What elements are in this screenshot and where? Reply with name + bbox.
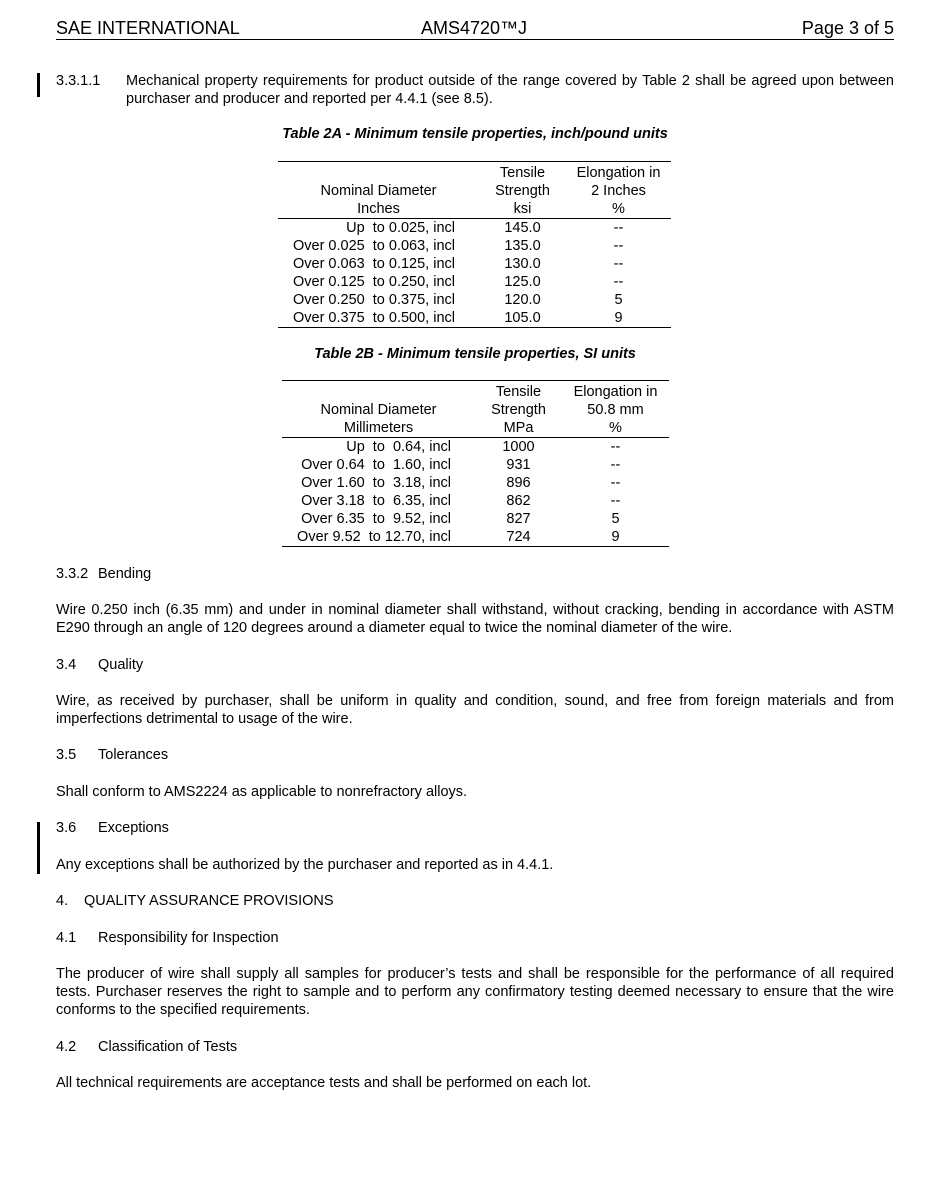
elongation-cell: --: [613, 256, 624, 272]
table-row: [278, 309, 671, 328]
elongation-cell: --: [613, 220, 624, 236]
header-cell: Elongation in: [562, 381, 669, 402]
section-number: 3.6: [56, 820, 77, 836]
section-heading-4-1: [56, 929, 279, 947]
strength-cell: 135.0: [504, 238, 541, 254]
strength-cell: 130.0: [504, 256, 541, 272]
elongation-cell: 9: [562, 528, 669, 547]
section-number: 3.4: [56, 657, 77, 673]
table-row: [282, 510, 669, 528]
table-header-row: [282, 401, 669, 419]
section-heading-4-2: [56, 1038, 237, 1056]
header-org: SAE INTERNATIONAL: [56, 18, 240, 38]
header-cell: Nominal Diameter: [320, 402, 437, 418]
section-heading-3-3-2: [56, 565, 151, 583]
section-text-3-6: Any exceptions shall be authorized by the purchaser and reported as in 4.4.1.: [56, 857, 554, 873]
elongation-cell: 5: [611, 511, 620, 527]
header-cell: Nominal Diameter: [320, 183, 437, 199]
strength-cell: 145.0: [504, 220, 541, 236]
table-row: [278, 237, 671, 255]
section-number: 3.3.2: [56, 566, 89, 582]
strength-cell: 896: [506, 475, 531, 491]
paragraph-number: 3.3.1.1: [56, 73, 101, 89]
strength-cell: 120.0: [504, 292, 541, 308]
change-bar: [37, 822, 40, 874]
section-heading-3-4: [56, 656, 143, 674]
section-title: Tolerances: [98, 747, 169, 763]
section-title: Classification of Tests: [98, 1039, 238, 1055]
diameter-range-cell: Over 0.125 to 0.250, incl: [292, 274, 455, 290]
table-row: [282, 528, 669, 547]
strength-cell: 827: [506, 511, 531, 527]
strength-cell: 862: [506, 493, 531, 509]
section-title: Quality: [98, 657, 144, 673]
header-cell: Strength: [491, 402, 546, 418]
elongation-cell: --: [613, 238, 624, 254]
section-title: Bending: [98, 566, 152, 582]
table-2b-caption: Table 2B - Minimum tensile properties, SI units: [314, 346, 636, 362]
section-title: Responsibility for Inspection: [98, 930, 279, 946]
strength-cell: 931: [506, 457, 531, 473]
header-doc-id: AMS4720™J: [421, 18, 528, 38]
header-cell: Elongation in: [566, 162, 671, 183]
diameter-range-cell: Up to 0.64, incl: [346, 439, 451, 455]
table-2a-caption: Table 2A - Minimum tensile properties, inch/pound units: [282, 126, 668, 142]
table-row: [278, 255, 671, 273]
diameter-range-cell: Over 3.18 to 6.35, incl: [301, 493, 451, 509]
table-row: [282, 474, 669, 492]
header-cell: 2 Inches: [591, 183, 646, 199]
section-text-3-5: Shall conform to AMS2224 as applicable to nonrefractory alloys.: [56, 784, 468, 800]
page-header: [56, 17, 894, 40]
header-cell: MPa: [475, 419, 562, 438]
table-2b: [282, 380, 669, 547]
strength-cell: 724: [475, 528, 562, 547]
header-cell: Tensile: [479, 162, 566, 183]
table-row: [282, 456, 669, 474]
elongation-cell: 5: [614, 292, 623, 308]
diameter-range-cell: Over 0.025 to 0.063, incl: [292, 238, 455, 254]
header-cell: [278, 162, 479, 183]
section-heading-3-6: [56, 819, 169, 837]
section-number: 4.1: [56, 930, 77, 946]
table-row: [282, 492, 669, 510]
section-number: 4.: [56, 893, 69, 909]
section-number: 3.5: [56, 747, 77, 763]
section-heading-4: [56, 892, 334, 910]
strength-cell: 105.0: [479, 309, 566, 328]
header-cell: %: [562, 419, 669, 438]
header-cell: Millimeters: [282, 419, 475, 438]
strength-cell: 125.0: [504, 274, 541, 290]
diameter-range-cell: Over 0.250 to 0.375, incl: [292, 292, 455, 308]
section-heading-3-5: [56, 746, 168, 764]
table-row: [278, 291, 671, 309]
elongation-cell: --: [610, 439, 621, 455]
table-header-row: [278, 200, 671, 219]
header-cell: 50.8 mm: [587, 402, 644, 418]
diameter-range-cell: Up to 0.025, incl: [346, 220, 455, 236]
elongation-cell: --: [610, 493, 621, 509]
header-cell: Tensile: [475, 381, 562, 402]
table-header-row: [278, 162, 671, 183]
diameter-range-cell: Over 6.35 to 9.52, incl: [301, 511, 451, 527]
header-cell: Strength: [495, 183, 550, 199]
header-cell: ksi: [479, 200, 566, 219]
change-bar: [37, 73, 40, 97]
section-text-4-2: All technical requirements are acceptance tests and shall be performed on each lot.: [56, 1075, 592, 1091]
header-page-number: Page 3 of 5: [801, 18, 894, 38]
table-row: [278, 273, 671, 291]
table-row: [278, 219, 671, 238]
elongation-cell: --: [610, 457, 621, 473]
section-title: QUALITY ASSURANCE PROVISIONS: [84, 893, 334, 909]
section-title: Exceptions: [98, 820, 169, 836]
diameter-range-cell: Over 0.375 to 0.500, incl: [278, 309, 479, 328]
diameter-range-cell: Over 0.063 to 0.125, incl: [292, 256, 455, 272]
paragraph-text: Mechanical property requirements for product outside of the range covered by Table 2 shall be agreed upon between purchaser and producer and reported per 4.4.1 (see 8.5).: [126, 73, 894, 107]
table-header-row: [278, 182, 671, 200]
table-header-row: [282, 419, 669, 438]
elongation-cell: --: [610, 475, 621, 491]
table-2a: [278, 161, 671, 328]
section-text-4-1: The producer of wire shall supply all samples for producer’s tests and shall be responsible for the performance of all required tests. Purchaser reserves the right to sample and to perform any confirmatory testing deemed necessary to ensure that the wire conforms to the specified requirements.: [56, 966, 894, 1018]
elongation-cell: 9: [566, 309, 671, 328]
header-cell: [282, 381, 475, 402]
strength-cell: 1000: [502, 439, 535, 455]
section-text-3-4: Wire, as received by purchaser, shall be uniform in quality and condition, sound, and free from foreign materials and from imperfections detrimental to usage of the wire.: [56, 693, 894, 727]
elongation-cell: --: [613, 274, 624, 290]
table-header-row: [282, 381, 669, 402]
header-cell: Inches: [278, 200, 479, 219]
section-text-3-3-2: Wire 0.250 inch (6.35 mm) and under in nominal diameter shall withstand, without cracking, bending in accordance with ASTM E290 through an angle of 120 degrees around a diameter equal to twice the nominal diameter of the wire.: [56, 602, 894, 636]
section-number: 4.2: [56, 1039, 77, 1055]
diameter-range-cell: Over 1.60 to 3.18, incl: [301, 475, 451, 491]
header-cell: %: [566, 200, 671, 219]
diameter-range-cell: Over 0.64 to 1.60, incl: [301, 457, 451, 473]
diameter-range-cell: Over 9.52 to 12.70, incl: [282, 528, 475, 547]
table-row: [282, 438, 669, 457]
